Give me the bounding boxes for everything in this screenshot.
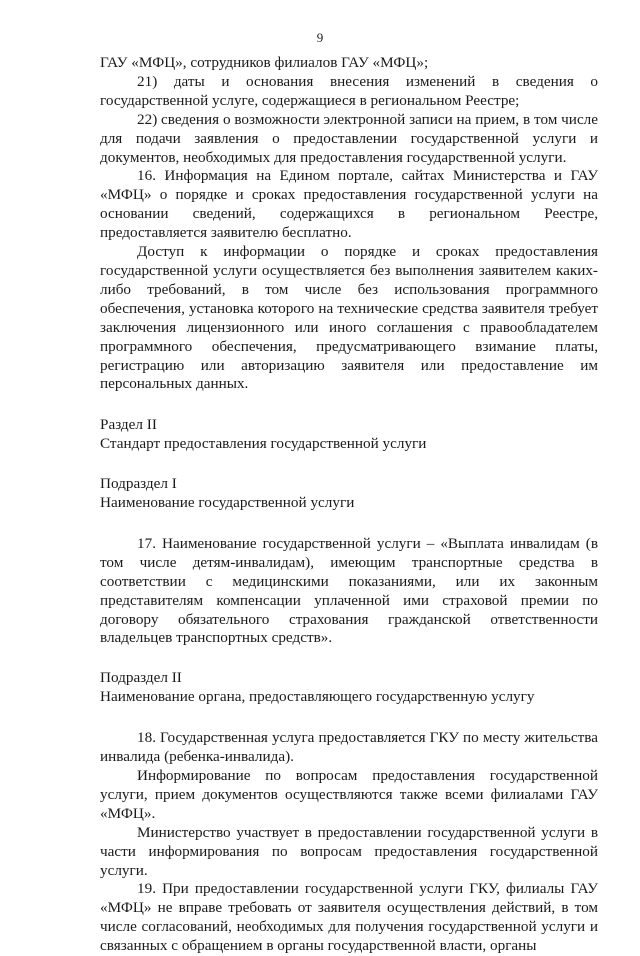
section-heading xyxy=(100,416,598,454)
page-number: 9 xyxy=(316,30,324,45)
list-item-22: 22) сведения о возможности электронной записи на прием, в том числе для подачи заявления о предоставлении государственной услуги и документов, необходимых для предоставления государственной услуги. xyxy=(100,110,598,166)
section-label: Раздел II xyxy=(100,416,157,434)
subsection-2-title: Наименование органа, предоставляющего государственную услугу xyxy=(100,688,535,706)
subsection-1-label: Подраздел I xyxy=(100,475,177,493)
subsection-1-title: Наименование государственной услуги xyxy=(100,494,355,512)
paragraph-continuation: ГАУ «МФЦ», сотрудников филиалов ГАУ «МФЦ»; xyxy=(100,54,429,71)
paragraph-17: 17. Наименование государственной услуги – «Выплата инвалидам (в том числе детям-инвалидам), имеющим транспортные средства в соответствии с медицинскими показаниями, или их законным представителям компенсации уплаченной ими страховой премии по договору обязательного страхования гражданской ответственности владельцев транспортных средств». xyxy=(100,534,598,647)
paragraph-ministry: Министерство участвует в предоставлении государственной услуги в части информирования по вопросам предоставления государственной услуги. xyxy=(100,823,598,879)
paragraph-19: 19. При предоставлении государственной услуги ГКУ, филиалы ГАУ «МФЦ» не вправе требовать от заявителя осуществления действий, в том числе согласований, необходимых для получения государственной услуги и связанных с обращением в органы государственной власти, органы xyxy=(100,880,598,955)
paragraph-16: 16. Информация на Едином портале, сайтах Министерства и ГАУ «МФЦ» о порядке и сроках предоставления государственной услуги на основании сведений, содержащихся в региональном Реестре, предоставляется заявителю бесплатно. xyxy=(100,167,598,242)
subsection-1-heading xyxy=(100,475,598,513)
section-title: Стандарт предоставления государственной услуги xyxy=(100,435,427,453)
paragraph-access: Доступ к информации о порядке и сроках предоставления государственной услуги осуществляется без выполнения заявителем каких-либо требований, в том числе без использования программного обеспечения, установка которого на технические средства заявителя требует заключения лицензионного или иного соглашения с правообладателем программного обеспечения, предусматривающего взимание платы, регистрацию или авторизацию заявителя или предоставление им персональных данных. xyxy=(100,243,598,393)
subsection-2-heading xyxy=(100,669,598,707)
document-body xyxy=(100,54,598,956)
subsection-2-label: Подраздел II xyxy=(100,669,182,687)
list-item-21: 21) даты и основания внесения изменений в сведения о государственной услуге, содержащиеся в региональном Реестре; xyxy=(100,72,598,109)
paragraph-informing: Информирование по вопросам предоставления государственной услуги, прием документов осуществляются также всеми филиалами ГАУ «МФЦ». xyxy=(100,767,598,822)
paragraph-18: 18. Государственная услуга предоставляется ГКУ по месту жительства инвалида (ребенка-инвалида). xyxy=(100,729,598,766)
